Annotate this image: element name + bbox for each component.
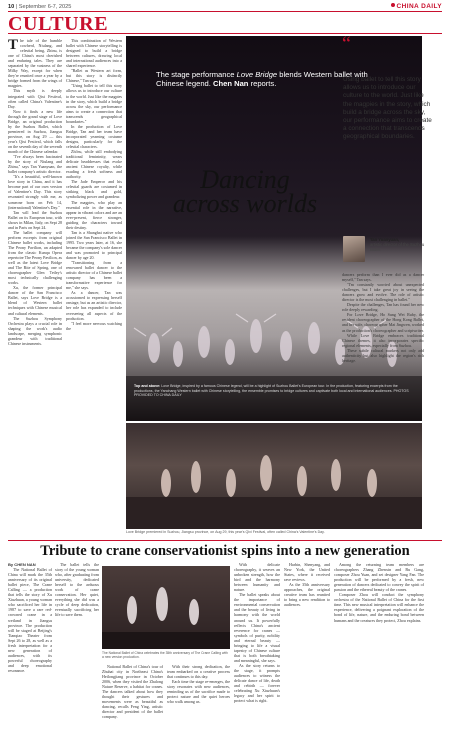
paragraph: The Suzhou Symphony Orchestra plays a crucial role in shaping the work's audio landscape, merging symphonic grandeur with traditional Chinese instruments. [8,315,62,346]
paragraph: For Love Bridge, Ho Sung Wei Ruby, the resident choreographer of the Hong Kong Ballet, and her wife, choreographer Mai Jingwen, worked as the production's choreographer and scriptwriter. [342,312,424,333]
paragraph: Despite the challenges, Tan has found her new role deeply rewarding. [342,302,424,313]
caption-text: Love Bridge, inspired by a famous Chinese legend, will be a highlight of Suzhou Ballet's European tour. In the production, featuring excerpts from the productions, the Yanchang Western ballet with Chinese storytelling, the ensemble promises to bridge cultures and captivate both local and international audiences. PHOTOS PROVIDED TO CHINA DAILY [134,384,409,398]
crane-photo-caption: The National Ballet of China celebrates the 35th anniversary of The Crane Calling with a new version production. [102,651,228,660]
paragraph: With their strong dedication, the team embarked on a creative process that continues to this day. [167,664,230,680]
stage-photo-art [126,423,422,529]
paragraph: While Love Bridge embraces traditional Chinese themes, it also incorporates specific regional elements, especially from Suzhou. [342,332,424,348]
stage-photo [126,423,422,529]
issue-date: September 6-7, 2025 [18,4,72,10]
header-rule [8,11,442,12]
paragraph: "I've always been fascinated by the story of Niulang and Zhinu," says Tan Yuanyuan, the ballet company's artistic director. [8,154,62,175]
paragraph: The ballet tells the story of the young woman who, after graduating from university, dedicated herself to the arduous work of crane conservation. Her quiet, everything she did was a cycle of deep dedication, eventually sacrificing her life to save them. [55,562,99,618]
paragraph: dancers perform than I ever did as a dancer myself," Tan says. [342,272,424,283]
story2-column-2 [55,562,99,742]
paragraph: "I'm constantly worried about unexpected challenges, but I take great joy in seeing the dancers grow and evolve. The role of artistic director is the most challenging in ballet." [342,282,424,303]
story2-headline: Tribute to crane conservationist spins into a new generation [40,543,410,559]
masthead-brand[interactable] [391,3,442,10]
feature-dek [156,70,372,89]
section-rule [8,33,442,34]
paragraph: In the production of Love Bridge, Tan and her team have incorporated yearning costume designs, particularly for the celestial characters. [66,123,122,149]
paragraph: As a dancer, Tan was accustomed to expressing herself onstage, but as an artistic director, her role has expanded to include overseeing all aspects of the production. [66,290,122,321]
paragraph: As the 35th anniversary approaches, the original creative team has reunited to bring a new rendition to audiences. [284,582,330,608]
paragraph: National Ballet of China's tour of Zhuhai city in Northeast China's Heilongjiang province in October 2006, when they visited the Zhalong Nature Reserve, a habitat for cranes. The dancers talked about how they thought their gestures and movements were as beautiful as dancing, recalls Feng Ying, artistic director and president of the ballet company. [102,664,163,720]
brand-dot-icon [391,3,395,7]
section-title: CULTURE [8,13,109,35]
page-meta: 10 | September 6-7, 2025 [8,4,72,10]
story2-column-4 [234,562,280,742]
story2-column-3b [167,664,230,744]
paragraph: This combination of Western ballet with Chinese storytelling is designed to build a bridge between cultures, drawing local and international audiences into a shared experience. [66,38,122,69]
paragraph: As the story returns to the stage, it prompts audiences to witness the delicate dance of life, death and rebirth — forever celebrating Xu Xiuzhuan's legacy and her spirit to protect what is right. [234,662,280,704]
paragraph: Xu, the former principal dancer of the San Francisco Ballet, says Love Bridge is a blend of Western ballet techniques with Chinese musical and cultural elements. [8,285,62,316]
paragraph: This myth is deeply integrated with Qixi Festival, often called China's Valentine's Day. [8,88,62,109]
crane-ballet-photo [102,566,230,649]
dek-title: Love Bridge [236,70,278,79]
paragraph: "Ballet as Western art form, but this story is distinctly Chinese," Tan says. [66,68,122,84]
quote-name: Tan Yuanyuan, [370,237,400,242]
dek-text: blends Western ballet with Chinese legend. [156,70,368,89]
paragraph: The ballet company will perform excerpts from original Chinese ballet works, including The Peony Pavilion, an adapted from the classic Kunqu Opera repertoire The Peony Pavilion, as well as the latest Love Bridge and The Rite of Spring, one of choreographer Glen Tetley's most technically challenging works. [8,229,62,286]
quote-role: artistic director of the Suzhou Ballet [370,242,425,253]
paragraph: "It's a beautiful, well-known love story in China, and it has become part of our own version of Valentine's Day. This story resonated strongly with me, as someone born on Feb 14, (international) Valentine's Day." [8,174,62,210]
paragraph: Zhi'nu, while still embodying traditional femininity, wears delicate headdresses that evoke ancient Chinese royalty, while exuding a fresh softness and authority. [66,149,122,180]
dek-text: The stage performance [156,70,237,79]
dek-byline: Chen Nan [213,79,249,89]
headline-line-1: Dancing [200,165,290,194]
paragraph: These subtle cultural markers not only add authenticity but also highlight the region's rich heritage. [342,347,424,363]
page-number: 10 [8,4,15,10]
avatar [343,236,365,262]
paragraph: The ballet speaks about the importance of environmental conservation and the beauty of living in harmony with the world around us. It powerfully reflects China's ancient reverence for cranes — symbols of purity, nobility and eternal beauty — bringing to life a visual tapestry of Chinese culture that is both breathtaking and meaningful, she says. [234,592,280,663]
paragraph: With delicate choreography, it weaves an unbroken strength, how the bird and the harmony between humanity and nature. [234,562,280,593]
brand-label: CHINA DAILY [396,3,442,10]
crane-ballet-art [102,566,230,649]
story-divider [8,540,442,541]
article-column-2 [66,38,122,536]
dek-text: reports. [248,79,277,89]
paragraph: Harbin, Shenyang, and New York, the United States, where it received rave reviews. [284,562,330,583]
paragraph: Tan will lead the Suzhou Ballet on its European tour, with shows in Milan, Italy, on Sept 28 and in Paris on Sept 24. [8,209,62,230]
drop-cap: T [8,38,19,53]
story2-byline: By CHEN NAN [8,562,36,567]
headline-line-2: across worlds [172,189,318,218]
story2-column-6 [334,562,424,742]
article-column-1 [8,38,62,536]
paragraph: The Jade Emperor and his celestial guards are costumed in striking black and gold, symbolizing power and grandeur. [66,179,122,200]
paragraph: Composer Zhou will conduct the symphony orchestra of the National Ballet of China for the first time. This new musical interpretation will enhance the experience, delivering a poignant exploration of the bond of life, nature, and the enduring bond between humans and the creatures they protect, Zhou explains. [334,592,424,623]
paragraph: he tale of the humble cowherd, Niulang, and celestial being, Zhinu, is one of China's most cherished and enduring tales. They are separated by the vastness of the Milky Way, except for when they're reunited once a year by a bridge formed from the wings of magpies. [8,38,62,89]
story2-column-5 [284,562,330,742]
pull-quote: Using ballet to tell this story allows us to introduce our culture to the world. Just like the magpies in the story, which build a bridge across the sky, our performance aims to create a connection that transcends geographical boundaries. [343,76,432,141]
feature-headline [160,165,330,218]
story2-column-3a [102,664,163,744]
pull-quote-attribution [370,237,430,253]
paragraph: Among the returning team members are choreographers Zhang Zhenxin and Bu Gang, composer Zhou Yuan, and set designer Yang Fan. The production will be performed by a fresh, new generation of dancers dedicated to convey the spirit of passion and the ethereal beauty of the cranes. [334,562,424,593]
paragraph: "Transitioning from a renowned ballet dancer to the artistic director of a Chinese ballet company has been a transformative experience for me," she says. [66,260,122,291]
paragraph: Each time the stage re-emerges, the story resonates with new audiences, reminding us of the sacrifice made to protect nature and the quiet heroes who walk among us. [167,679,230,705]
story2-column-1 [8,562,52,742]
paragraph: The magpies, who play an essential role in the narrative, appear in vibrant colors and are an ever-present, fierce stronger, guiding the characters toward their destiny. [66,199,122,230]
paragraph: Tan is a Shanghai native who joined the San Francisco Ballet in 1995. Two years later, at 16, she became the company's sole dancer and was promoted to principal dancer by age 20. [66,229,122,261]
quote-mark-icon: “ [342,33,351,55]
paragraph: Now it finds a new life through the grand stage of Love Bridge, an original production by the Suzhou Ballet, which premiered in Suzhou, Jiangsu province, on Aug 29 — this year's Qixi Festival, which falls on the seventh day of the seventh month of the Chinese calendar. [8,108,62,155]
paragraph: "I feel more nervous watching the [66,320,122,331]
paragraph: "Using ballet to tell this story allows us to introduce our culture to the world. Just like the magpies in the story, which build a bridge across the sky, our performance aims to create a connection that transcends geographical boundaries." [66,83,122,124]
stage-photo-caption: Love Bridge premiered in Suzhou, Jiangsu province, on Aug 29, this year's Qixi Festival, often called China's Valentine's Day. [126,530,325,534]
paragraph: The National Ballet of China will mark the 35th anniversary of its original ballet piece, The Crane Calling — a production that tells the story of Xu Xiuzhuan, a young woman who sacrificed her life in 1987 to save a rare red-crowned crane in a wetland in Jiangsu province. The production will be staged at Beijing's Tianqiao Theater from Sept 26 to 28, as well as a fresh interpretation for a new generation of audiences, with its powerful choreography and deep emotional resonance. [8,567,52,673]
caption-lead: Top and above: [134,384,161,388]
